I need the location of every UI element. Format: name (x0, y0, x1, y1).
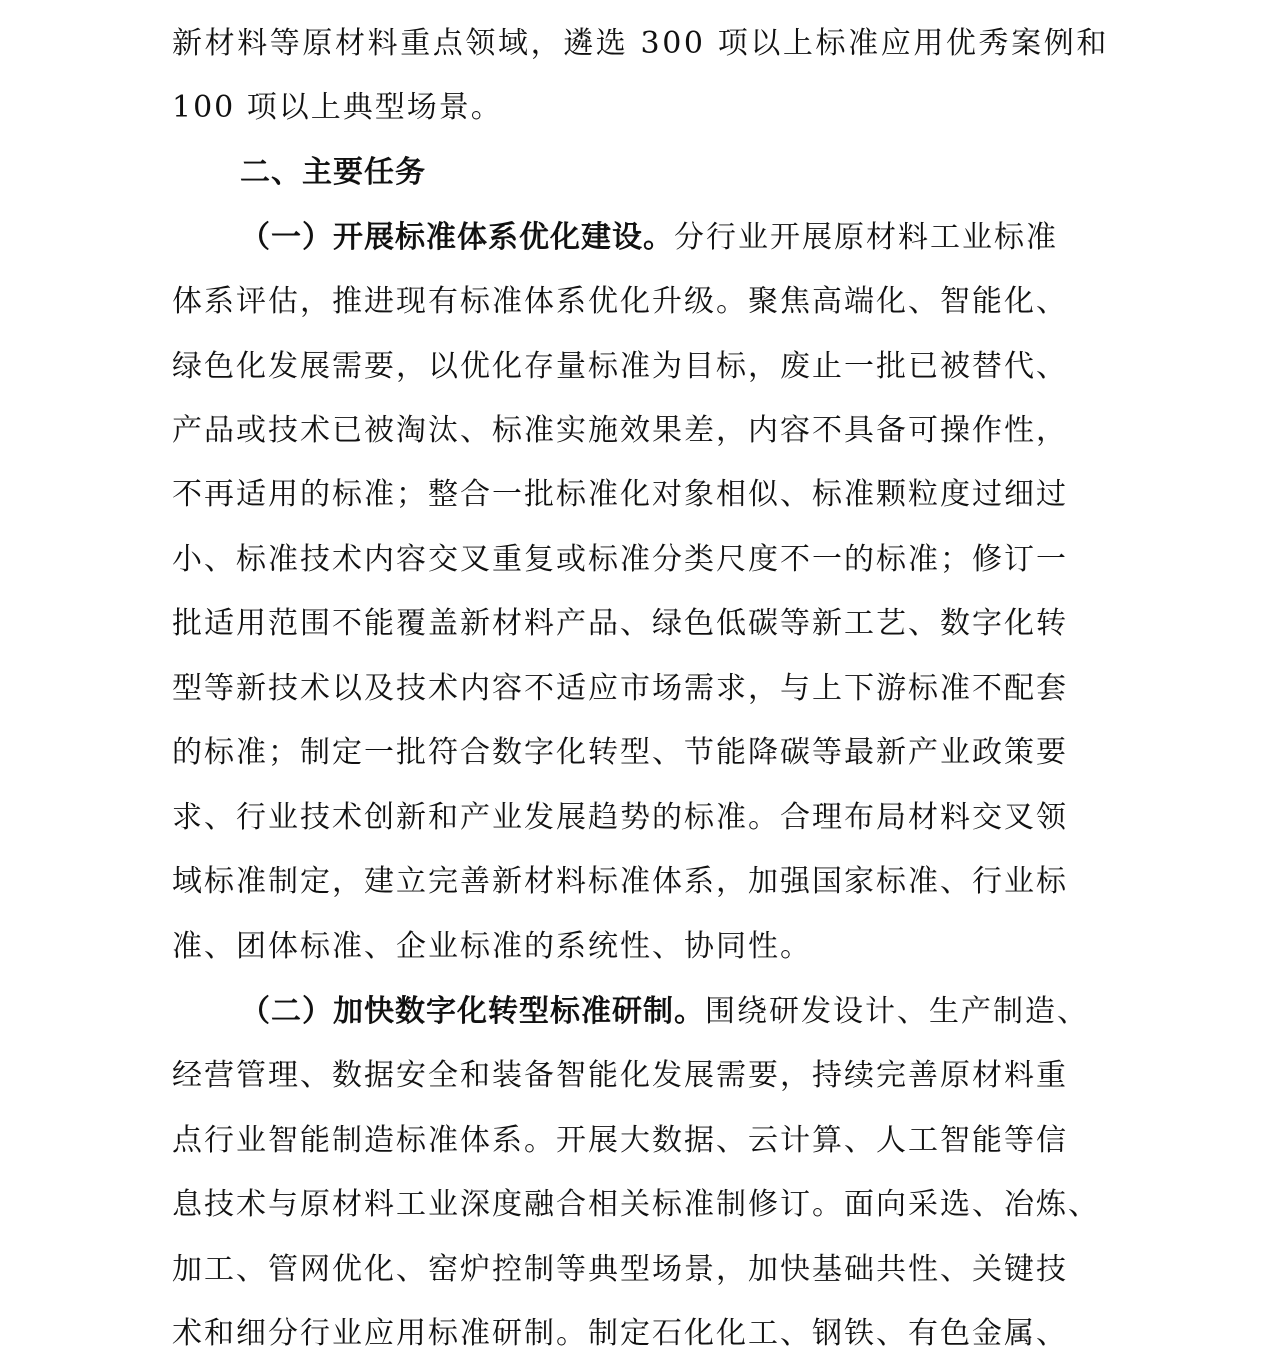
task1-line-5: 不再适用的标准；整合一批标准化对象相似、标准颗粒度过细过 (172, 477, 1068, 512)
task1-line-1: 分行业开展原材料工业标准 (674, 220, 1058, 255)
task2-title: （二）加快数字化转型标准研制。 (240, 994, 705, 1029)
task2-line-5: 加工、管网优化、窑炉控制等典型场景，加快基础共性、关键技 (172, 1252, 1068, 1287)
task1-line-3: 绿色化发展需要，以优化存量标准为目标，废止一批已被替代、 (172, 349, 1068, 384)
task1-first-line (240, 216, 1058, 260)
task1-line-8: 型等新技术以及技术内容不适应市场需求，与上下游标准不配套 (172, 671, 1068, 706)
task1-line-9: 的标准；制定一批符合数字化转型、节能降碳等最新产业政策要 (172, 735, 1068, 770)
task1-title: （一）开展标准体系优化建设。 (240, 220, 674, 255)
task2-line-6: 术和细分行业应用标准研制。制定石化化工、钢铁、有色金属、 (172, 1316, 1068, 1351)
task1-line-12: 准、团体标准、企业标准的系统性、协同性。 (172, 929, 812, 964)
task2-line-2: 经营管理、数据安全和装备智能化发展需要，持续完善原材料重 (172, 1058, 1068, 1093)
section-heading: 二、主要任务 (240, 155, 426, 190)
task1-line-10: 求、行业技术创新和产业发展趋势的标准。合理布局材料交叉领 (172, 800, 1068, 835)
task1-line-4: 产品或技术已被淘汰、标准实施效果差，内容不具备可操作性， (172, 413, 1068, 448)
task2-line-4: 息技术与原材料工业深度融合相关标准制修订。面向采选、冶炼、 (172, 1187, 1100, 1222)
task2-line-1: 围绕研发设计、生产制造、 (705, 994, 1089, 1029)
task1-line-2: 体系评估，推进现有标准体系优化升级。聚焦高端化、智能化、 (172, 284, 1068, 319)
intro-line-1: 新材料等原材料重点领域，遴选 300 项以上标准应用优秀案例和 (172, 26, 1109, 61)
document-page (172, 0, 1122, 1366)
intro-line-2: 100 项以上典型场景。 (172, 90, 503, 125)
task1-line-6: 小、标准技术内容交叉重复或标准分类尺度不一的标准；修订一 (172, 542, 1068, 577)
task2-line-3: 点行业智能制造标准体系。开展大数据、云计算、人工智能等信 (172, 1123, 1068, 1158)
task2-first-line (240, 990, 1089, 1034)
task1-line-11: 域标准制定，建立完善新材料标准体系，加强国家标准、行业标 (172, 864, 1068, 899)
task1-line-7: 批适用范围不能覆盖新材料产品、绿色低碳等新工艺、数字化转 (172, 606, 1068, 641)
